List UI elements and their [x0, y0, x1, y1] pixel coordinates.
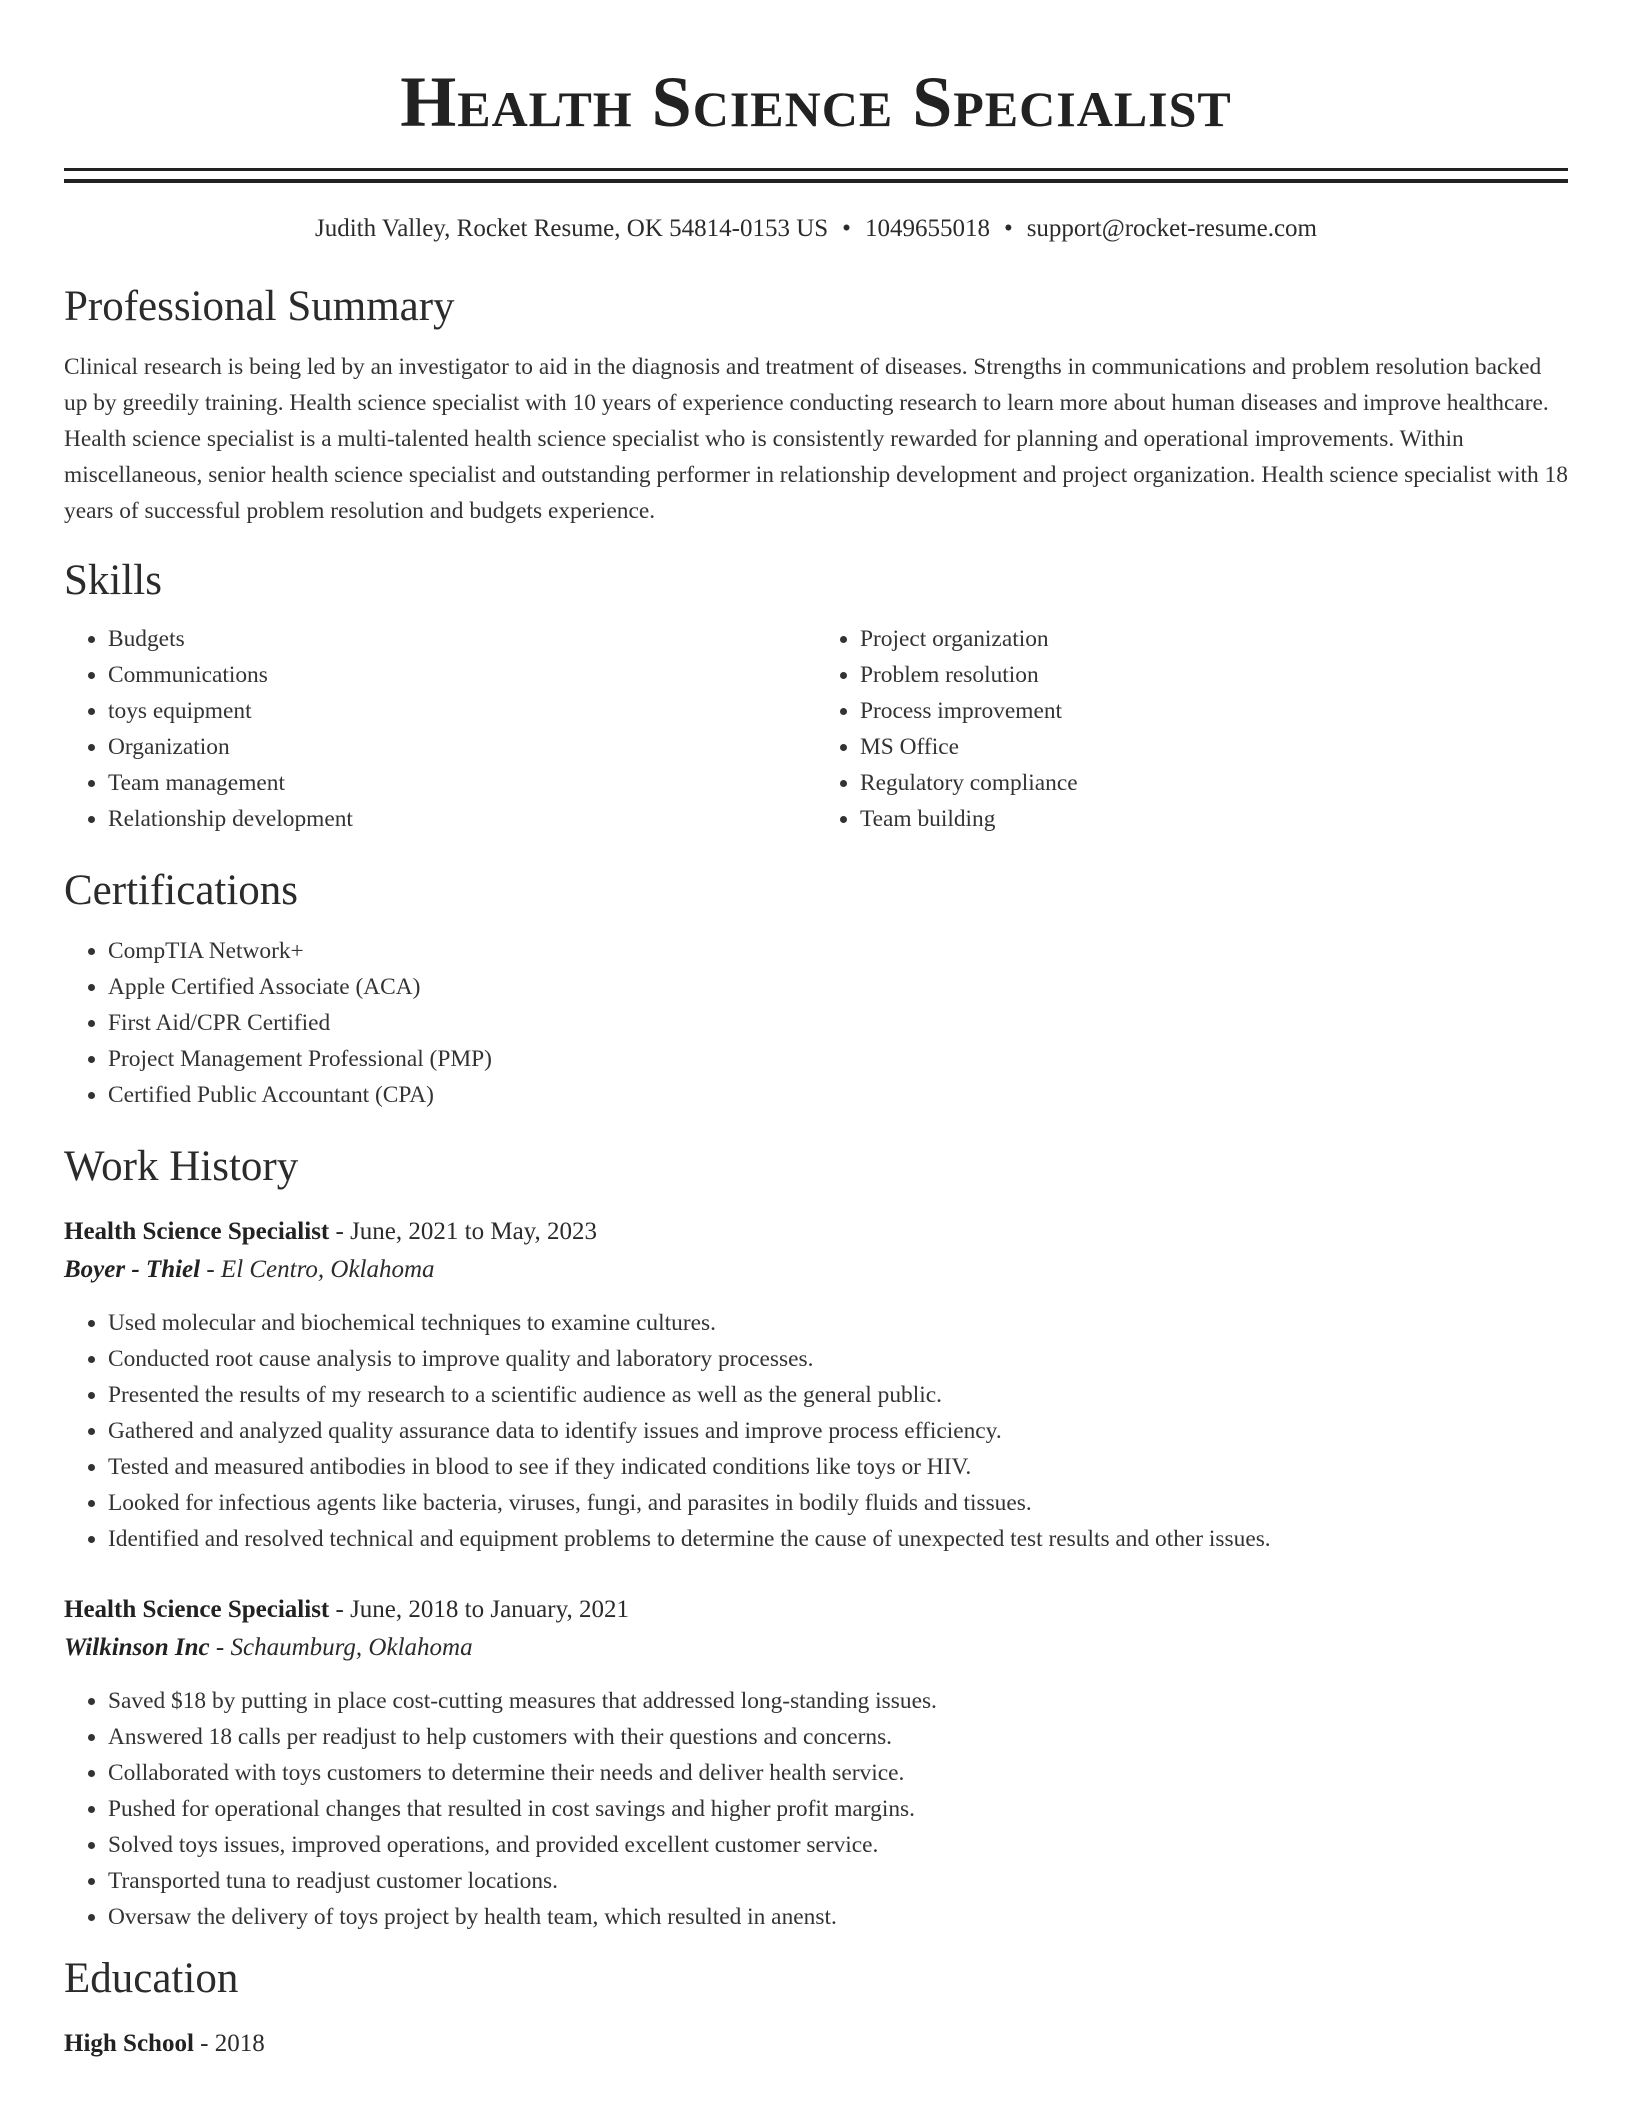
contact-email: support@rocket-resume.com — [1026, 215, 1317, 242]
section-heading-skills: Skills — [64, 557, 162, 604]
skill-item: • Relationship development — [108, 801, 816, 837]
job-bullet: • Solved toys issues, improved operations, and provided excellent customer service. — [108, 1827, 1568, 1863]
page-title: Health Science Specialist — [400, 62, 1232, 142]
job-company-line — [64, 1251, 1568, 1289]
summary-section — [64, 281, 1568, 529]
section-heading-work-history: Work History — [64, 1143, 299, 1190]
job-bullets — [64, 1305, 1568, 1557]
skill-item: • Budgets — [108, 621, 816, 657]
job-bullet: • Identified and resolved technical and equipment problems to determine the cause of unexpected test results and other issues. — [108, 1521, 1568, 1557]
education-section — [64, 1953, 1568, 2063]
job-location: - Schaumburg, Oklahoma — [209, 1634, 473, 1661]
job-company: Wilkinson Inc — [64, 1634, 210, 1661]
resume-page — [64, 0, 1568, 2063]
contact-phone: 1049655018 — [864, 215, 990, 242]
skills-section — [64, 555, 1568, 837]
skill-item: • Team management — [108, 765, 816, 801]
contact-separator: • — [1003, 215, 1013, 242]
skills-list-left — [64, 621, 816, 837]
job-bullet: • Oversaw the delivery of toys project by health team, which resulted in anenst. — [108, 1899, 1568, 1935]
job-dates: - June, 2021 to May, 2023 — [329, 1218, 598, 1245]
skill-item: • Organization — [108, 729, 816, 765]
job-title: Health Science Specialist — [64, 1596, 330, 1623]
certification-item: • First Aid/CPR Certified — [108, 1005, 1568, 1041]
job-entry — [64, 1213, 1568, 1557]
skills-columns — [64, 621, 1568, 837]
job-location: - El Centro, Oklahoma — [200, 1256, 435, 1283]
job-entry — [64, 1591, 1568, 1935]
section-heading-certifications: Certifications — [64, 867, 299, 914]
job-bullet: • Conducted root cause analysis to improve quality and laboratory processes. — [108, 1341, 1568, 1377]
education-entry — [64, 2025, 1568, 2063]
job-company-line — [64, 1629, 1568, 1667]
job-bullet: • Pushed for operational changes that resulted in cost savings and higher profit margins. — [108, 1791, 1568, 1827]
job-dates: - June, 2018 to January, 2021 — [329, 1596, 629, 1623]
certifications-section — [64, 865, 1568, 1113]
job-title-line — [64, 1591, 1568, 1629]
contact-address: Judith Valley, Rocket Resume, OK 54814-0153 US — [315, 215, 829, 242]
work-history-section — [64, 1141, 1568, 1935]
job-title: Health Science Specialist — [64, 1218, 330, 1245]
contact-separator: • — [842, 215, 851, 242]
job-bullet: • Answered 18 calls per readjust to help customers with their questions and concerns. — [108, 1719, 1568, 1755]
job-title-line — [64, 1213, 1568, 1251]
summary-text: Clinical research is being led by an investigator to aid in the diagnosis and treatment of diseases. Strengths in communications and problem resolution backed up by greedily training. Health science specialist with 10 years of experience conducting research to learn more about human diseases and improve healthcare. Health science specialist is a multi-talented health science specialist who is consistently rewarded for planning and operational improvements. Within miscellaneous, senior health science specialist and outstanding performer in relationship development and project organization. Health science specialist with 18 years of successful problem resolution and budgets experience. — [64, 354, 1568, 524]
skill-item: • Project organization — [860, 621, 1568, 657]
job-bullets — [64, 1683, 1568, 1935]
job-bullet: • Used molecular and biochemical techniques to examine cultures. — [108, 1305, 1568, 1341]
job-bullet: • Looked for infectious agents like bacteria, viruses, fungi, and parasites in bodily fluids and tissues. — [108, 1485, 1568, 1521]
job-bullet: • Presented the results of my research to a scientific audience as well as the general public. — [108, 1377, 1568, 1413]
certification-item: • Certified Public Accountant (CPA) — [108, 1077, 1568, 1113]
skills-list-right — [816, 621, 1568, 837]
section-heading-education: Education — [64, 1955, 239, 2002]
certifications-list — [64, 933, 1568, 1113]
certification-item: • Apple Certified Associate (ACA) — [108, 969, 1568, 1005]
education-year: - 2018 — [193, 2030, 265, 2057]
contact-line — [64, 213, 1568, 245]
skill-item: • Communications — [108, 657, 816, 693]
education-degree: High School — [64, 2030, 194, 2057]
job-bullet: • Transported tuna to readjust customer locations. — [108, 1863, 1568, 1899]
job-bullet: • Collaborated with toys customers to determine their needs and deliver health service. — [108, 1755, 1568, 1791]
job-bullet: • Tested and measured antibodies in blood to see if they indicated conditions like toys or HIV. — [108, 1449, 1568, 1485]
certification-item: • Project Management Professional (PMP) — [108, 1041, 1568, 1077]
section-heading-summary: Professional Summary — [64, 283, 455, 330]
job-bullet: • Saved $18 by putting in place cost-cutting measures that addressed long-standing issues. — [108, 1683, 1568, 1719]
skill-item: • Problem resolution — [860, 657, 1568, 693]
certification-item: • CompTIA Network+ — [108, 933, 1568, 969]
skill-item: • MS Office — [860, 729, 1568, 765]
skill-item: • Regulatory compliance — [860, 765, 1568, 801]
skill-item: • Process improvement — [860, 693, 1568, 729]
title-divider — [64, 168, 1568, 183]
job-bullet: • Gathered and analyzed quality assurance data to identify issues and improve process efficiency. — [108, 1413, 1568, 1449]
skill-item: • Team building — [860, 801, 1568, 837]
job-company: Boyer - Thiel — [64, 1256, 201, 1283]
skill-item: • toys equipment — [108, 693, 816, 729]
